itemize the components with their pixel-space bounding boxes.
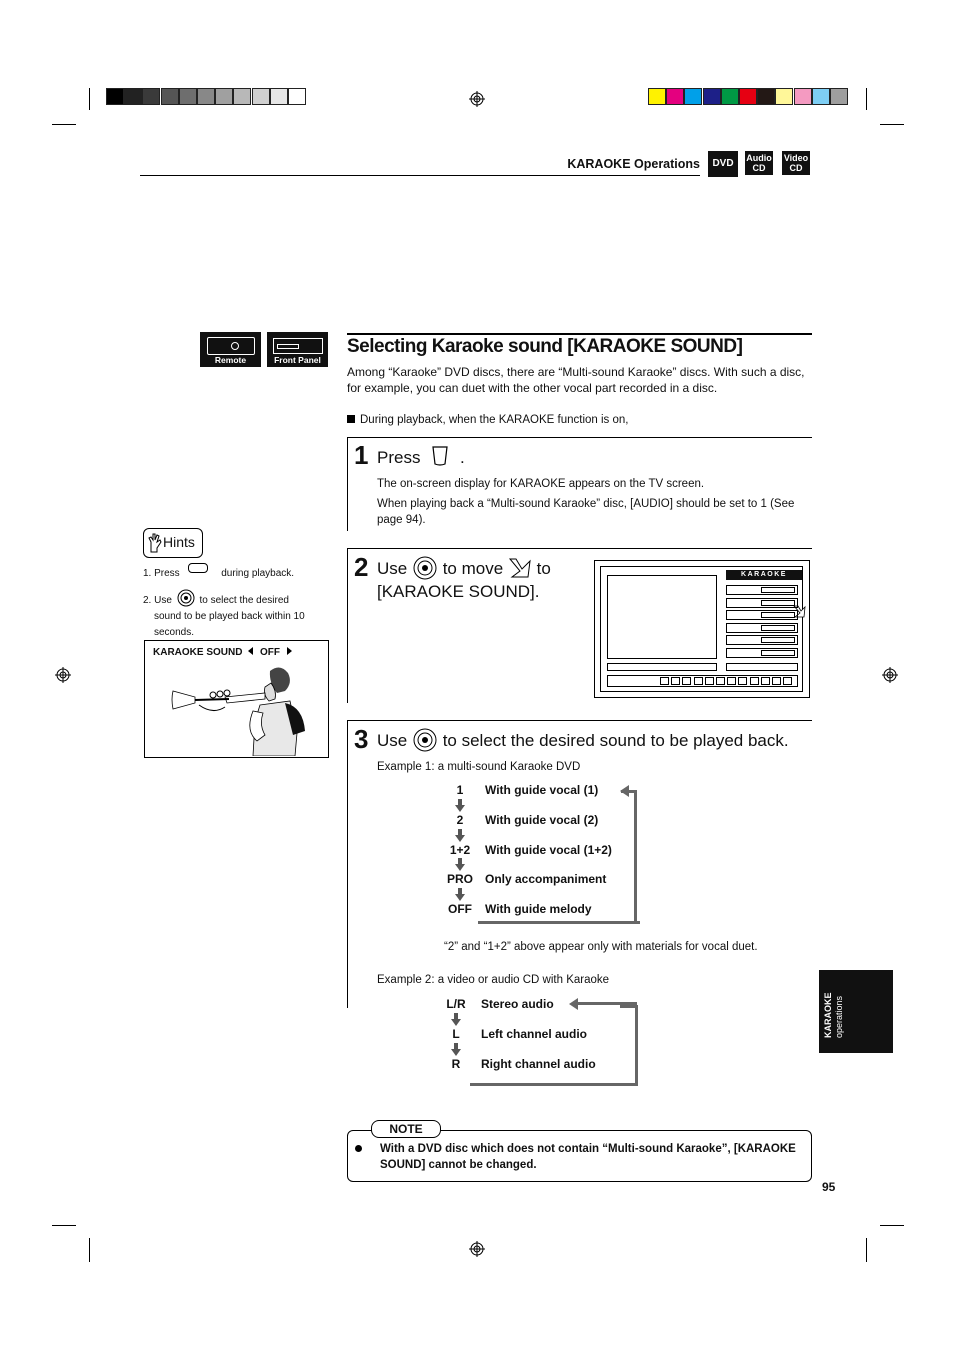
page-title: Selecting Karaoke sound [KARAOKE SOUND] [347,336,743,357]
menu-row-selector [761,637,795,643]
menu-row-selector [761,587,795,593]
gray-swatch [252,88,270,105]
step2-rule [347,548,812,549]
step3-t2: to select the desired sound to be played back. [442,731,789,750]
sound-code: L/R [446,997,466,1011]
singer-illustration-icon [165,661,315,756]
karaoke-display-box [144,640,329,758]
front-panel-icon [267,332,328,367]
timeline-cell [750,677,759,685]
crop-mark [89,1238,90,1262]
sound-code: 1+2 [449,842,471,857]
hint-2-b: to select the desired [199,595,289,606]
gray-swatch [233,88,251,105]
status-bar [607,663,717,671]
front-panel-label: Front Panel [274,355,321,365]
menu-row [726,635,798,645]
intro-text: Among “Karaoke” DVD discs, there are “Multi-sound Karaoke” discs. With such a disc, for example, you can duet with the other vocal part recorded in a disc. [347,365,805,395]
status-bar-right [726,663,798,671]
display-value: OFF [260,647,281,658]
sound-label: With guide vocal (1+2) [485,842,612,857]
gray-swatch [142,88,160,105]
sound-label: With guide melody [485,902,592,917]
down-arrow-icon [455,864,465,871]
sound-label: Left channel audio [481,1027,588,1041]
crop-mark [89,88,90,110]
audio-cd-badge [745,151,773,175]
color-swatch [775,88,793,105]
header-rule [140,175,700,176]
sound-label: With guide vocal (2) [485,812,599,827]
color-swatch [794,88,812,105]
karaoke-menu-header: KARAOKE [726,570,802,580]
side-tab-line2: operations [834,995,844,1038]
gray-swatch [124,88,142,105]
hint-2-c: sound to be played back within 10 [154,611,305,622]
step1-title-pre: Press [377,448,421,467]
hint-1-b: during playback. [221,568,295,579]
color-swatch [703,88,721,105]
note-text: With a DVD disc which does not contain “Multi-sound Karaoke”, [KARAOKE SOUND] cannot be changed. [380,1143,796,1171]
step3-t1: Use [377,731,408,750]
hint-1-a: 1. Press [143,568,180,579]
badge-line: CD [752,163,766,173]
crop-mark [866,1238,867,1262]
section-header [140,152,700,171]
side-tab [819,970,893,1053]
hints-title: Hints [163,534,195,550]
menu-row-selector [761,650,795,656]
timeline-cell [660,677,669,685]
menu-row [726,585,798,595]
color-swatch [666,88,684,105]
side-tab-line1: KARAOKE [823,992,833,1038]
timeline-cell [694,677,703,685]
step2-t3: to [536,559,551,578]
gray-swatch [215,88,233,105]
menu-row [726,598,798,608]
step1-rule [347,437,812,438]
title-rule [347,333,812,335]
hints-badge [143,528,203,558]
left-arrow-icon [248,647,253,655]
video-cd-badge [782,151,810,175]
menu-row [726,648,798,658]
down-arrow-icon [455,835,465,842]
example1-label: Example 1: a multi-sound Karaoke DVD [377,761,581,773]
dial-icon [412,556,438,580]
hint-2 [143,589,333,641]
hints-text [143,563,333,641]
color-swatch [721,88,739,105]
step3-title [377,728,807,752]
menu-row [726,623,798,633]
karaoke-button-icon [429,445,451,467]
timeline-cell [671,677,680,685]
right-arrow-icon [287,647,292,655]
note-label: NOTE [371,1120,441,1138]
cursor-arrow-icon [508,557,532,579]
display-text [153,647,292,658]
sound-code: 1 [456,783,464,797]
timeline-cell [783,677,792,685]
button-icon [188,563,208,573]
hint-2-a: 2. Use [143,595,172,606]
dial-icon [412,728,438,752]
down-arrow-icon [455,894,465,901]
sound-label: With guide vocal (1) [485,783,599,797]
page-number: 95 [822,1180,836,1194]
example2-label: Example 2: a video or audio CD with Karaoke [377,974,610,986]
crop-mark [52,1225,76,1226]
color-swatch [757,88,775,105]
hint-2-d: seconds. [154,627,195,638]
down-arrow-icon [451,1049,461,1056]
step1-number: 1 [354,440,369,470]
sound-code: 2 [456,812,464,827]
panel-slot [277,344,299,349]
step2-t2: to move [442,559,504,578]
timeline-cell [772,677,781,685]
step2-title [377,556,577,603]
hand-icon [147,532,163,554]
color-swatch [648,88,666,105]
color-swatch [812,88,830,105]
menu-row [726,610,798,620]
crop-mark [866,88,867,110]
down-arrow-icon [451,1019,461,1026]
step2-number: 2 [354,552,369,582]
timeline-cell [738,677,747,685]
sound-code: L [452,1027,460,1041]
step1-side [347,437,348,531]
section-title: KARAOKE Operations [567,157,700,171]
loop-line-2-top [577,1002,637,1005]
display-label: KARAOKE SOUND [153,647,243,658]
loop-line-1-bottom [478,921,640,924]
step3-rule [347,720,812,721]
color-swatch [684,88,702,105]
tv-screen [594,560,810,698]
crop-mark [880,124,904,125]
sound-label: Stereo audio [481,997,554,1011]
gray-swatch [161,88,179,105]
loop-line-2-bottom [470,1083,638,1086]
menu-row-selector [761,612,795,618]
registration-mark-icon [469,1241,485,1257]
crop-mark [52,124,76,125]
timeline-cell [682,677,691,685]
timeline-cell [716,677,725,685]
gray-swatch [288,88,306,105]
badge-line: Audio [746,153,772,163]
sound-code: OFF [448,902,472,917]
step3-side [347,720,348,1008]
timeline-cell [705,677,714,685]
loop-arrow-icon [620,785,629,797]
sound-code: R [451,1057,461,1071]
note-bullet-icon [355,1145,362,1152]
gray-swatch [270,88,288,105]
registration-mark-icon [882,667,898,683]
step1-title [377,445,465,468]
timeline-cell [727,677,736,685]
sound-code: PRO [446,872,473,887]
step3-number: 3 [354,724,369,754]
sound-label: Right channel audio [481,1057,596,1071]
step2-t1: Use [377,559,408,578]
example1-note: “2” and “1+2” above appear only with materials for vocal duet. [444,941,758,953]
badge-line: CD [789,163,803,173]
video-window [607,575,717,659]
step2-t4: [KARAOKE SOUND]. [377,582,540,601]
crop-mark [880,1225,904,1226]
timeline-cell [761,677,770,685]
hint-1 [143,563,333,582]
down-arrow-icon [455,805,465,812]
menu-row-selector [761,600,795,606]
gray-swatch [197,88,215,105]
remote-dot [231,342,239,350]
sound-label: Only accompaniment [485,872,607,887]
loop-line-1 [621,790,637,924]
color-swatch [830,88,848,105]
registration-mark-icon [469,91,485,107]
step1-line1: The on-screen display for KARAOKE appears on the TV screen. [377,478,705,490]
step1-line2: When playing back a “Multi-sound Karaoke” disc, [AUDIO] should be set to 1 (See page 94). [377,498,795,526]
color-swatch [739,88,757,105]
remote-control-icon [200,332,261,375]
remote-control-label: Remote Control [214,355,247,375]
loop-line-2 [620,1005,638,1086]
badge-line: Video [783,153,809,163]
dial-icon [175,589,197,607]
registration-mark-icon [55,667,71,683]
side-tab-text [823,968,845,1038]
gray-swatch [179,88,197,105]
square-bullet-icon [347,415,355,423]
dvd-badge: DVD [708,151,738,177]
gray-swatch [106,88,124,105]
condition-text [347,412,812,428]
condition-label: During playback, when the KARAOKE function is on, [360,414,629,426]
step1-title-post: . [459,448,465,467]
step2-side [347,548,348,703]
menu-row-selector [761,625,795,631]
